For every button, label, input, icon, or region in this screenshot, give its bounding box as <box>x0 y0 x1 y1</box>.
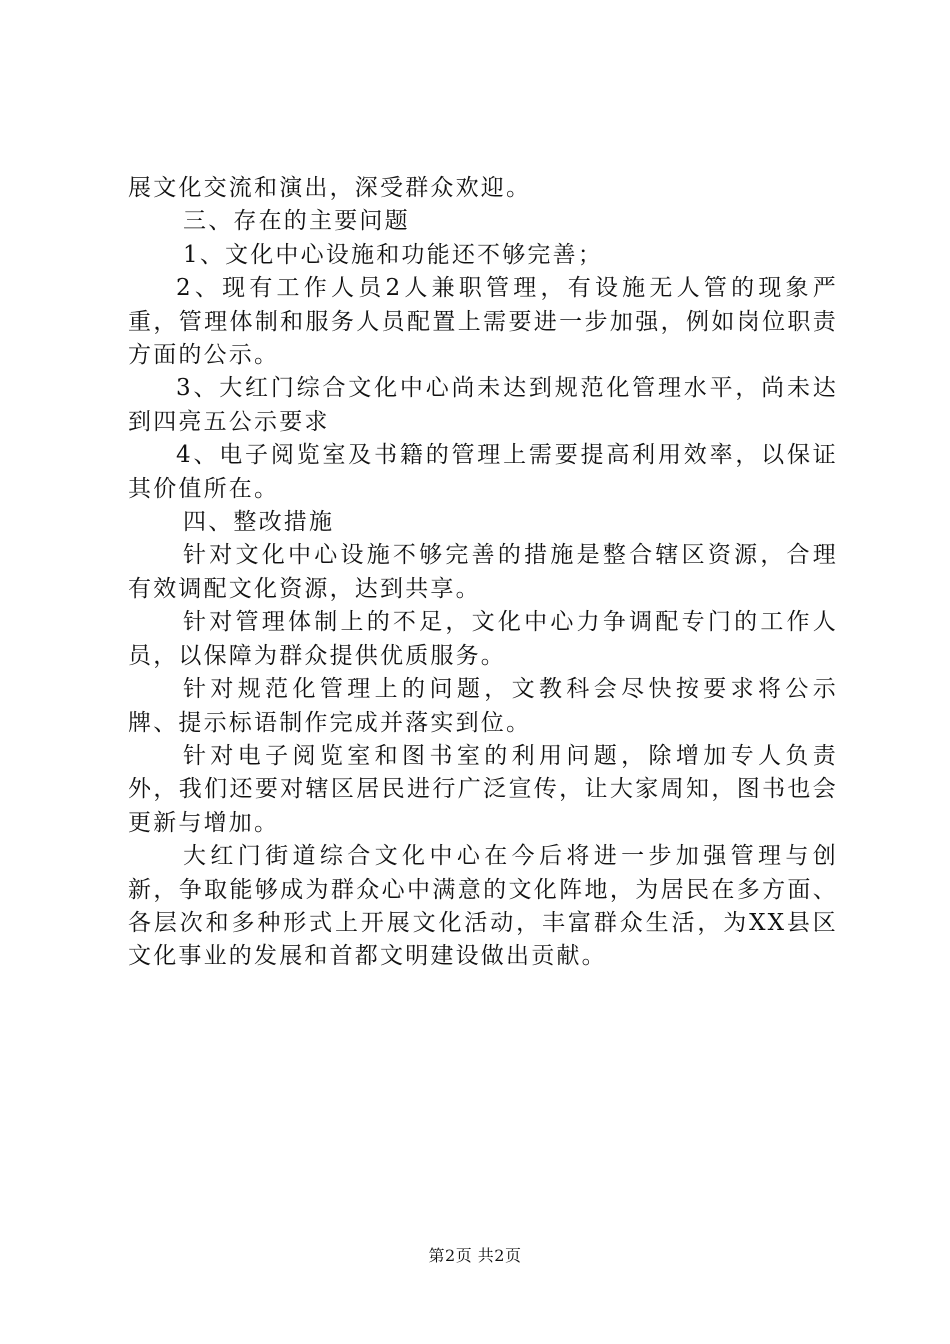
measure-paragraph-2: 针对管理体制上的不足，文化中心力争调配专门的工作人员，以保障为群众提供优质服务。 <box>128 609 838 669</box>
problem-item-2: 2、现有工作人员2人兼职管理，有设施无人管的现象严重，管理体制和服务人员配置上需要进一步加强，例如岗位职责方面的公示。 <box>128 275 838 369</box>
section-heading-measures: 四、整改措施 <box>183 509 335 536</box>
problem-item-4: 4、电子阅览室及书籍的管理上需要提高利用效率，以保证其价值所在。 <box>128 442 838 502</box>
measure-paragraph-4: 针对电子阅览室和图书室的利用问题，除增加专人负责外，我们还要对辖区居民进行广泛宣传，让大家周知，图书也会更新与增加。 <box>128 742 838 836</box>
page-footer: 第2页 共2页 <box>428 1246 522 1265</box>
problem-item-3: 3、大红门综合文化中心尚未达到规范化管理水平，尚未达到四亮五公示要求 <box>128 375 838 435</box>
measure-paragraph-3: 针对规范化管理上的问题，文教科会尽快按要求将公示牌、提示标语制作完成并落实到位。 <box>128 676 838 736</box>
document-body <box>128 172 838 974</box>
problem-item-1: 1、文化中心设施和功能还不够完善； <box>183 241 604 268</box>
measure-paragraph-1: 针对文化中心设施不够完善的措施是整合辖区资源，合理有效调配文化资源，达到共享。 <box>128 542 838 602</box>
closing-paragraph: 大红门街道综合文化中心在今后将进一步加强管理与创新，争取能够成为群众心中满意的文化阵地，为居民在多方面、各层次和多种形式上开展文化活动，丰富群众生活，为XX县区文化事业的发展和首都文明建设做出贡献。 <box>128 843 838 970</box>
section-heading-problems: 三、存在的主要问题 <box>183 208 410 235</box>
paragraph-continuation: 展文化交流和演出，深受群众欢迎。 <box>128 175 532 201</box>
